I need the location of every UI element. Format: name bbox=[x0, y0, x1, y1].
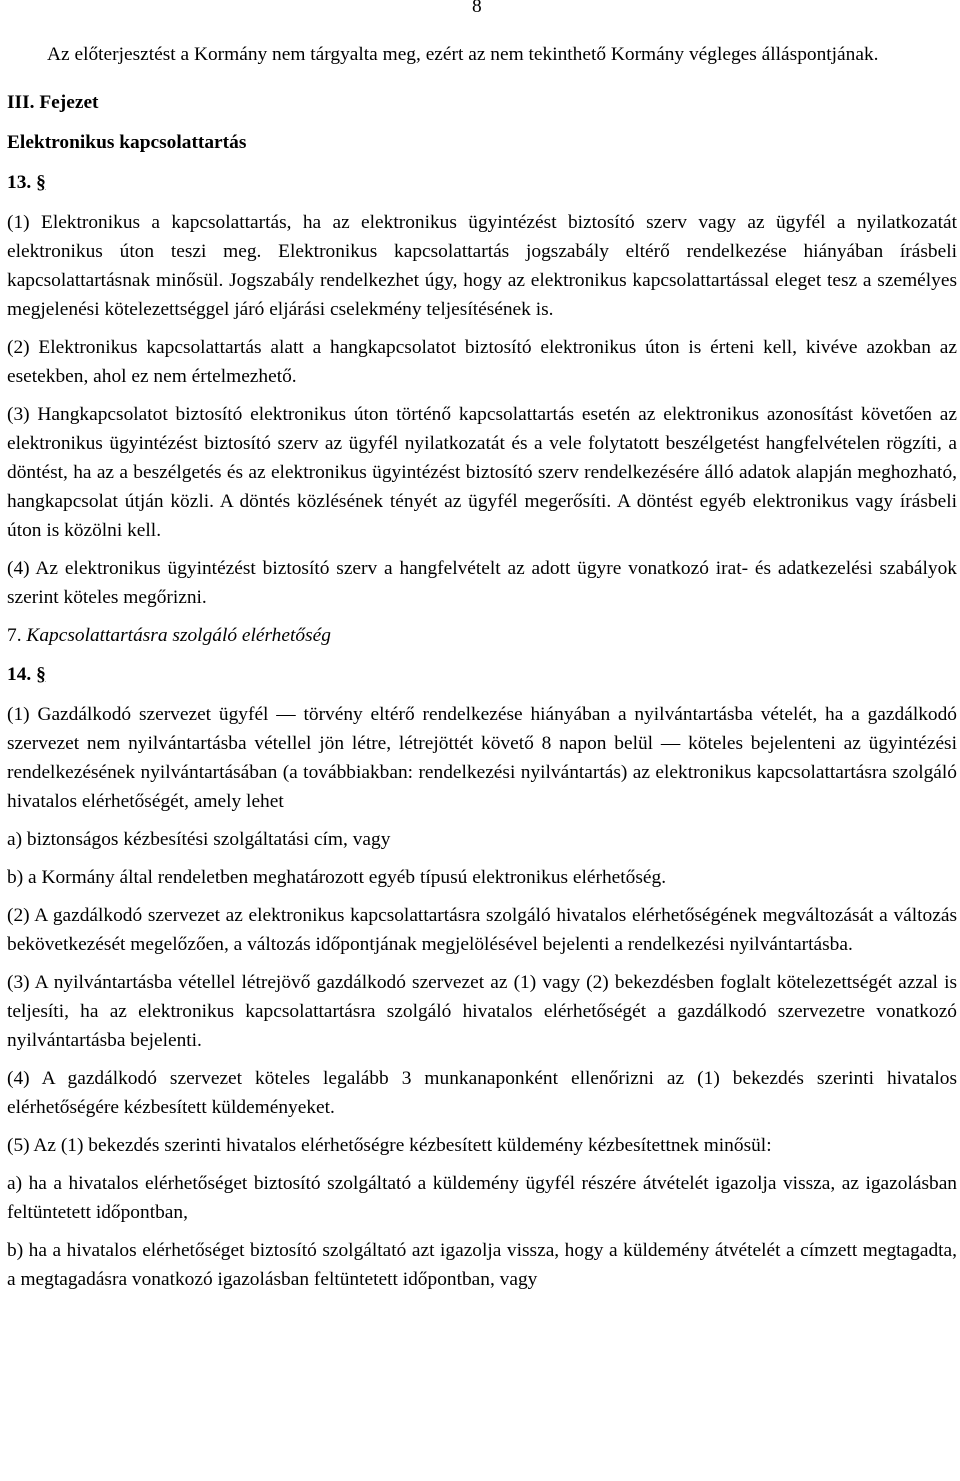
page-number-text: 8 bbox=[472, 0, 482, 17]
paragraph-14-3: (3) A nyilvántartásba vétellel létrejövő gazdálkodó szervezet az (1) vagy (2) bekezdésben foglalt kötelezettségét azzal is teljesíti, ha az elektronikus kapcsolattartásra szolgáló hivatalos elérhetőségét a gazdálkodó szervezetre vonatkozó nyilvántartásba bejelenti. bbox=[7, 972, 957, 1051]
section-symbol: § bbox=[36, 172, 46, 193]
section-14-heading bbox=[7, 660, 957, 689]
section-number: 13. bbox=[7, 172, 32, 193]
paragraph-13-1: (1) Elektronikus a kapcsolattartás, ha az elektronikus ügyintézést biztosító szerv vagy az ügyfél a nyilatkozatát elektronikus úton teszi meg. Elektronikus kapcsolattartás jogszabály eltérő rendelkezése hiányában írásbeli kapcsolattartásnak minősül. Jogszabály rendelkezhet úgy, hogy az elektronikus kapcsolattartással eleget tesz a személyes megjelenési kötelezettséggel járó eljárási cselekmény teljesítésének is. bbox=[7, 212, 957, 320]
paragraph-14-1: (1) Gazdálkodó szervezet ügyfél — törvény eltérő rendelkezése hiányában a nyilvántartásba vételét, ha a gazdálkodó szervezet nem nyilvántartásba vétellel jön létre, létrejöttét követő 8 napon belül — köteles bejelenteni az ügyintézési rendelkezésének nyilvántartásában (a továbbiakban: rendelkezési nyilvántartás) az elektronikus kapcsolattartásra szolgáló hivatalos elérhetőségét, amely lehet bbox=[7, 704, 957, 812]
paragraph-13-3: (3) Hangkapcsolatot biztosító elektronikus úton történő kapcsolattartás esetén az elektronikus azonosítást követően az elektronikus ügyintézést biztosító szerv az ügyfél nyilatkozatát és a vele folytatott beszélgetést hangfelvételen rögzíti, a döntést, ha az a beszélgetés és az elektronikus ügyintézést biztosító szerv rendelkezésére álló adatok alapján meghozható, hangkapcsolat útján közli. A döntés közlésének tényét az ügyfél megerősíti. A döntést egyéb elektronikus vagy írásbeli úton is közölni kell. bbox=[7, 404, 957, 541]
subtitle-number: 7. bbox=[7, 625, 22, 646]
draft-notice: Az előterjesztést a Kormány nem tárgyalta meg, ezért az nem tekinthető Kormány végleges álláspontjának. bbox=[47, 44, 879, 65]
document-body bbox=[7, 88, 957, 1303]
subtitle-7 bbox=[7, 621, 957, 650]
section-13-heading bbox=[7, 168, 957, 197]
chapter-heading: III. Fejezet bbox=[7, 92, 99, 113]
paragraph-14-5b: b) ha a hivatalos elérhetőséget biztosító szolgáltató azt igazolja vissza, hogy a küldemény átvételét a címzett megtagadta, a megtagadásra vonatkozó igazolásban feltüntetett időpontban, vagy bbox=[7, 1240, 957, 1290]
paragraph-13-4: (4) Az elektronikus ügyintézést biztosító szerv a hangfelvételt az adott ügyre vonatkozó irat- és adatkezelési szabályok szerint köteles megőrizni. bbox=[7, 558, 957, 608]
subtitle-title: Kapcsolattartásra szolgáló elérhetőség bbox=[26, 625, 331, 646]
section-symbol: § bbox=[36, 664, 46, 685]
paragraph-14-1a: a) biztonságos kézbesítési szolgáltatási cím, vagy bbox=[7, 829, 391, 850]
paragraph-14-1b: b) a Kormány által rendeletben meghatározott egyéb típusú elektronikus elérhetőség. bbox=[7, 867, 667, 888]
section-number: 14. bbox=[7, 664, 32, 685]
paragraph-14-2: (2) A gazdálkodó szervezet az elektronikus kapcsolattartásra szolgáló hivatalos elérhetőségének megváltozását a változás bekövetkezését megelőzően, a változás időpontjának megjelölésével bejelenti a rendelkezési nyilvántartásba. bbox=[7, 905, 957, 955]
chapter-title: Elektronikus kapcsolattartás bbox=[7, 132, 247, 153]
paragraph-13-2: (2) Elektronikus kapcsolattartás alatt a hangkapcsolatot biztosító elektronikus úton is érteni kell, kivéve azokban az esetekben, ahol ez nem értelmezhető. bbox=[7, 337, 957, 387]
paragraph-14-4: (4) A gazdálkodó szervezet köteles legalább 3 munkanaponként ellenőrizni az (1) bekezdés szerinti hivatalos elérhetőségére kézbesített küldeményeket. bbox=[7, 1068, 957, 1118]
paragraph-14-5a: a) ha a hivatalos elérhetőséget biztosító szolgáltató a küldemény ügyfél részére átvételét igazolja vissza, az igazolásban feltüntetett időpontban, bbox=[7, 1173, 957, 1223]
paragraph-14-5: (5) Az (1) bekezdés szerinti hivatalos elérhetőségre kézbesített küldemény kézbesítettnek minősül: bbox=[7, 1135, 772, 1156]
